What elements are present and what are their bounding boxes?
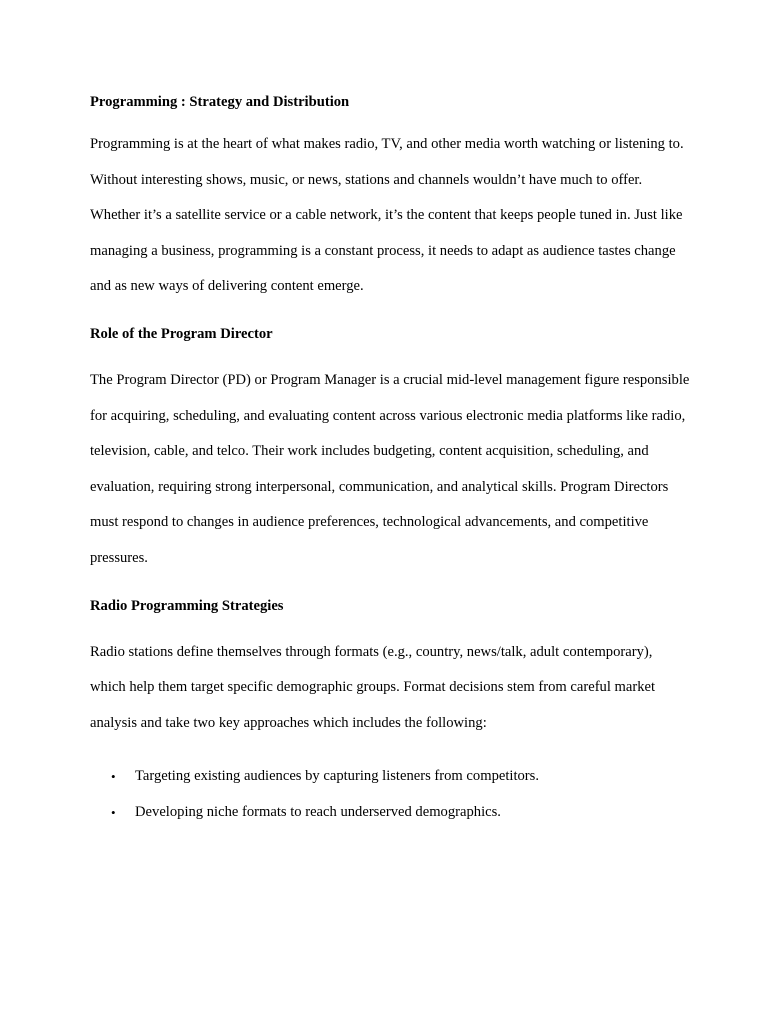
section-heading-program-director: Role of the Program Director [90, 325, 273, 342]
bullet-icon: • [111, 769, 116, 785]
list-item [90, 795, 690, 831]
strategy-bullet-list [90, 759, 690, 830]
document-body [90, 91, 690, 831]
list-item-text: Developing niche formats to reach underserved demographics. [135, 803, 501, 820]
paragraph-programming-intro: Programming is at the heart of what makes radio, TV, and other media worth watching or listening to. Without interesting shows, music, or news, stations and channels wouldn’t have much to offer. Whether it’s a satellite service or a cable network, it’s the content that keeps people tuned in. Just like managing a business, programming is a constant process, it needs to adapt as audience tastes change and as new ways of delivering content emerge. [90, 136, 684, 295]
paragraph-radio-strategies: Radio stations define themselves through formats (e.g., country, news/talk, adult contemporary), which help them target specific demographic groups. Format decisions stem from careful market analysis and take two key approaches which includes the following: [90, 643, 656, 731]
paragraph-program-director: The Program Director (PD) or Program Manager is a crucial mid-level management figure responsible for acquiring, scheduling, and evaluating content across various electronic media platforms like radio, television, cable, and telco. Their work includes budgeting, content acquisition, scheduling, and evaluation, requiring strong interpersonal, communication, and analytical skills. Program Directors must respond to changes in audience preferences, technological advancements, and competitive pressures. [90, 371, 690, 566]
section-heading-radio-strategies: Radio Programming Strategies [90, 597, 284, 614]
list-item [90, 759, 690, 795]
list-item-text: Targeting existing audiences by capturing listeners from competitors. [135, 768, 539, 785]
section-heading-programming: Programming : Strategy and Distribution [90, 94, 350, 110]
bullet-icon: • [111, 804, 116, 820]
